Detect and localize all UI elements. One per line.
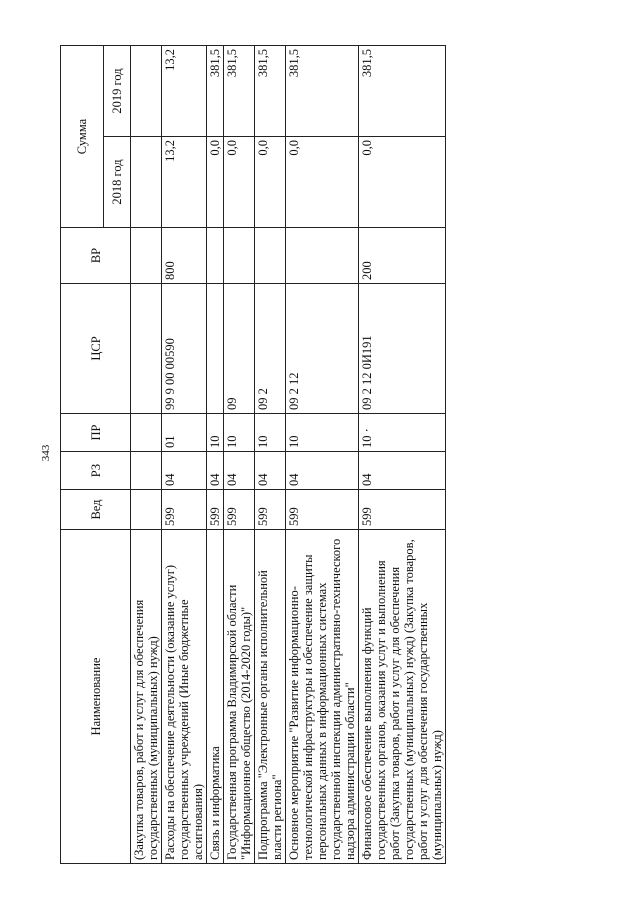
cell-2019: 381,5 — [286, 46, 359, 137]
cell-ved: 599 — [286, 490, 359, 530]
cell-2019 — [131, 46, 162, 137]
header-2018: 2018 год — [104, 137, 131, 228]
cell-csr: 09 2 12 0И191 — [359, 284, 446, 414]
cell-rz: 04 — [286, 452, 359, 490]
header-vr: ВР — [61, 228, 131, 284]
header-sum: Сумма — [61, 46, 104, 228]
cell-pr: 01 — [162, 414, 207, 452]
cell-vr — [224, 228, 255, 284]
header-pr: ПР — [61, 414, 131, 452]
table-row — [162, 46, 207, 864]
cell-2019: 13,2 — [162, 46, 207, 137]
cell-pr: 10 — [255, 414, 286, 452]
header-rz: РЗ — [61, 452, 131, 490]
cell-pr: 10 — [224, 414, 255, 452]
page-number: 343 — [40, 444, 52, 462]
header-ved: Вед — [61, 490, 131, 530]
cell-csr — [207, 284, 224, 414]
cell-name: Подпрограмма "Электронные органы исполнительной власти региона" — [255, 530, 286, 864]
cell-name: Основное мероприятие "Развитие информационно-технологической инфраструктуры и обеспечение защиты персональных данных в информационных системах государственной инспекции административно-технического надзора администрации области" — [286, 530, 359, 864]
table-row — [207, 46, 224, 864]
cell-rz: 04 — [162, 452, 207, 490]
cell-name: Государственная программа Владимирской области "Информационное общество (2014-2020 годы)" — [224, 530, 255, 864]
cell-2018: 0,0 — [224, 137, 255, 228]
cell-rz: 04 — [359, 452, 446, 490]
cell-2018: 0,0 — [286, 137, 359, 228]
cell-ved: 599 — [224, 490, 255, 530]
cell-rz: 04 — [207, 452, 224, 490]
cell-name: Финансовое обеспечение выполнения функций государственных органов, оказания услуг и выполнения работ (Закупка товаров, работ и услуг для обеспечения государственных (муниципальных) нужд) (Закупка товаров, работ и услуг для обеспечения государственных (муниципальных) нужд) — [359, 530, 446, 864]
cell-csr — [131, 284, 162, 414]
cell-ved: 599 — [255, 490, 286, 530]
cell-name: (Закупка товаров, работ и услуг для обеспечения государственных (муниципальных) нужд) — [131, 530, 162, 864]
cell-2019: 381,5 — [207, 46, 224, 137]
cell-pr: 10 — [207, 414, 224, 452]
table-row — [224, 46, 255, 864]
cell-2018: 0,0 — [255, 137, 286, 228]
cell-csr: 09 2 12 — [286, 284, 359, 414]
cell-2018: 13,2 — [162, 137, 207, 228]
cell-rz — [131, 452, 162, 490]
cell-2018: 0,0 — [207, 137, 224, 228]
cell-vr — [207, 228, 224, 284]
cell-rz: 04 — [224, 452, 255, 490]
table-row — [255, 46, 286, 864]
rotated-sheet — [60, 46, 580, 864]
table-row — [131, 46, 162, 864]
cell-pr — [131, 414, 162, 452]
cell-vr: 200 — [359, 228, 446, 284]
cell-csr: 99 9 00 00590 — [162, 284, 207, 414]
cell-csr: 09 — [224, 284, 255, 414]
cell-ved: 599 — [359, 490, 446, 530]
cell-2018 — [131, 137, 162, 228]
cell-rz: 04 — [255, 452, 286, 490]
budget-table — [60, 45, 446, 864]
cell-2019: 381,5 — [255, 46, 286, 137]
cell-2019: 381,5 — [359, 46, 446, 137]
cell-2018: 0,0 — [359, 137, 446, 228]
cell-ved: 599 — [207, 490, 224, 530]
cell-vr — [131, 228, 162, 284]
table-row — [286, 46, 359, 864]
cell-name: Связь и информатика — [207, 530, 224, 864]
cell-csr: 09 2 — [255, 284, 286, 414]
header-csr: ЦСР — [61, 284, 131, 414]
cell-pr: 10 — [286, 414, 359, 452]
cell-vr: 800 — [162, 228, 207, 284]
cell-vr — [286, 228, 359, 284]
cell-vr — [255, 228, 286, 284]
cell-ved: 599 — [162, 490, 207, 530]
cell-name: Расходы на обеспечение деятельности (оказание услуг) государственных учреждений (Иные бюджетные ассигнования) — [162, 530, 207, 864]
cell-2019: 381,5 — [224, 46, 255, 137]
table-row — [359, 46, 446, 864]
header-name: Наименование — [61, 530, 131, 864]
header-2019: 2019 год — [104, 46, 131, 137]
cell-pr: 10 · — [359, 414, 446, 452]
cell-ved — [131, 490, 162, 530]
